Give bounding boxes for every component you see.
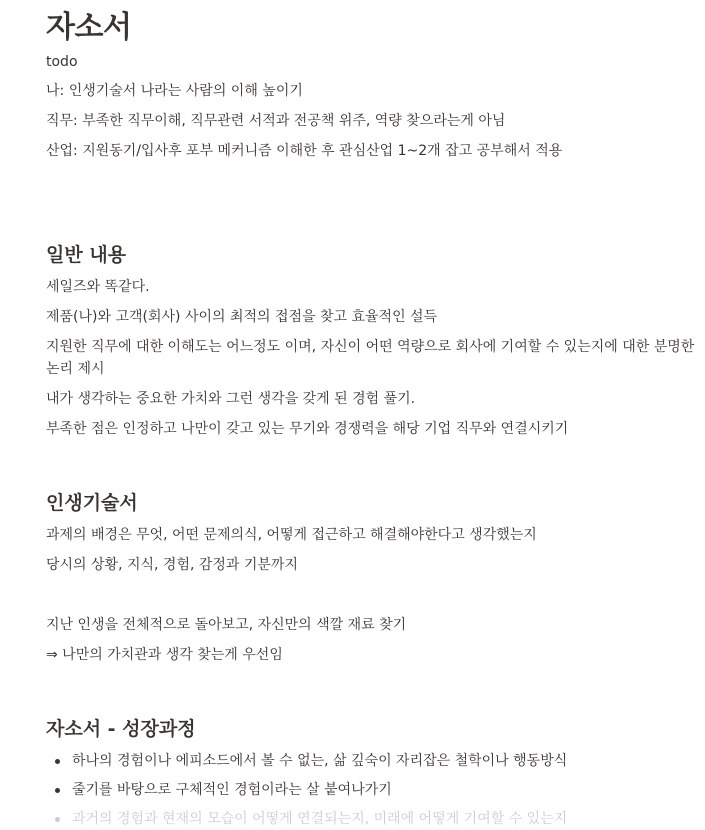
- bullet-text: 하나의 경험이나 에피소드에서 볼 수 없는, 삶 깊숙이 자리잡은 철학이나 행동방식: [72, 753, 568, 769]
- heading-life-statement: 인생기술서: [46, 492, 138, 514]
- bullet-icon: [55, 817, 60, 822]
- bullet-text: 줄기를 바탕으로 구체적인 경험이라는 살 붙여나가기: [72, 782, 392, 798]
- page-title: 자소서: [46, 10, 132, 45]
- general-line: 부족한 점은 인정하고 나만이 갖고 있는 무기와 경쟁력을 해당 기업 직무와 연결시키기: [46, 421, 569, 437]
- heading-growth: 자소서 - 성장과정: [46, 718, 196, 740]
- life-line: ⇒ 나만의 가치관과 생각 찾는게 우선임: [46, 647, 283, 663]
- general-line: 내가 생각하는 중요한 가치와 그런 생각을 갖게 된 경험 풀기.: [46, 391, 416, 407]
- heading-general: 일반 내용: [46, 244, 127, 266]
- life-line: 지난 인생을 전체적으로 돌아보고, 자신만의 색깔 재료 찾기: [46, 617, 407, 633]
- todo-label: todo: [46, 54, 78, 70]
- todo-line-industry: 산업: 지원동기/입사후 포부 메커니즘 이해한 후 관심산업 1~2개 잡고 공부해서 적용: [46, 143, 563, 159]
- bullet-text: 과거의 경험과 현재의 모습이 어떻게 연결되는지, 미래에 어떻게 기여할 수 있는지: [72, 811, 568, 827]
- bullet-icon: [55, 788, 60, 793]
- todo-line-job: 직무: 부족한 직무이해, 직무관련 서적과 전공책 위주, 역량 찾으라는게 아님: [46, 113, 506, 129]
- general-line: 제품(나)와 고객(회사) 사이의 최적의 접점을 찾고 효율적인 설득: [46, 309, 438, 325]
- general-line: 세일즈와 똑같다.: [46, 279, 150, 295]
- life-line: 과제의 배경은 무엇, 어떤 문제의식, 어떻게 접근하고 해결해야한다고 생각했는지: [46, 527, 537, 543]
- life-line: 당시의 상황, 지식, 경험, 감정과 기분까지: [46, 557, 298, 573]
- general-line: 지원한 직무에 대한 이해도는 어느정도 이며, 자신이 어떤 역량으로 회사에 기여할 수 있는지에 대한 분명한 논리 제시: [46, 339, 695, 377]
- todo-line-self: 나: 인생기술서 나라는 사람의 이해 높이기: [46, 83, 303, 99]
- bullet-icon: [55, 759, 60, 764]
